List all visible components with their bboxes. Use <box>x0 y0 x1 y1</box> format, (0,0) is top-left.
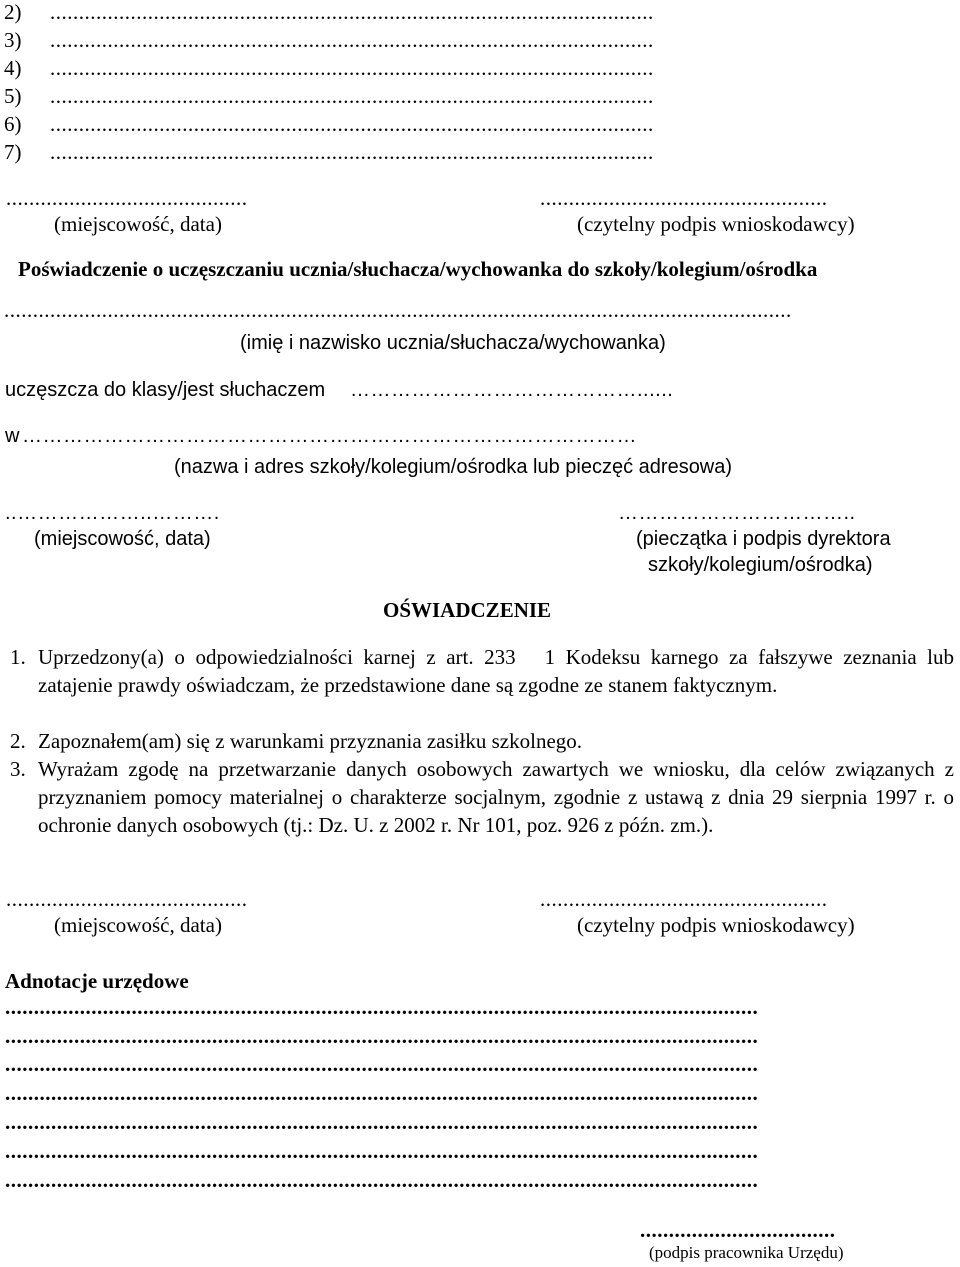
official-annotations-title: Adnotacje urzędowe <box>5 969 189 993</box>
school-fill-line: ……………………………………………………………………………… <box>22 425 637 447</box>
list-fill-line: ......................................................................................................... <box>50 140 654 164</box>
student-name-fill-line: ......................................................................................................................................... <box>4 298 792 322</box>
declaration-item-2: Zapoznałem(am) się z warunkami przyznania zasiłku szkolnego. <box>38 729 583 753</box>
official-signature-fill-line: .................................. <box>640 1218 836 1242</box>
list-fill-line: ......................................................................................................... <box>50 84 654 108</box>
list-number: 6) <box>4 112 22 136</box>
attestation-title: Poświadczenie o uczęszczaniu ucznia/słuchacza/wychowanka do szkoły/kolegium/ośrodka <box>18 257 818 281</box>
school-label: (nazwa i adres szkoły/kolegium/ośrodka lub pieczęć adresowa) <box>174 456 733 478</box>
item-number: 3. <box>10 757 26 781</box>
signature-label: (czytelny podpis wnioskodawcy) <box>577 913 855 937</box>
annotation-fill-line: ................................................................................................................................... <box>5 1081 759 1105</box>
item-number: 1. <box>10 645 26 669</box>
annotation-fill-line: ................................................................................................................................... <box>5 1110 759 1134</box>
stamp-label-line2: szkoły/kolegium/ośrodka) <box>648 554 873 576</box>
list-number: 4) <box>4 56 22 80</box>
list-fill-line: ......................................................................................................... <box>50 56 654 80</box>
stamp-label-line1: (pieczątka i podpis dyrektora <box>636 528 891 550</box>
declaration-item-1 <box>38 643 954 699</box>
place-date-label: (miejscowość, data) <box>54 913 222 937</box>
class-line-text: uczęszcza do klasy/jest słuchaczem <box>5 379 326 401</box>
declaration-item-1-text-a: Uprzedzony(a) o odpowiedzialności karnej z art. 233 <box>38 645 516 669</box>
declaration-item-1-text-b: 1 Kodeksu karnego za fałszywe zeznania lub zatajenie prawdy oświadczam, że przedstawione dane są zgodne ze stanem faktycznym. <box>38 645 955 697</box>
stamp-fill-line: …………………………….. <box>618 502 856 524</box>
annotation-fill-line: ................................................................................................................................... <box>5 995 759 1019</box>
annotation-fill-line: ................................................................................................................................... <box>5 1024 759 1048</box>
list-number: 7) <box>4 140 22 164</box>
list-number: 5) <box>4 84 22 108</box>
annotation-fill-line: ................................................................................................................................... <box>5 1168 759 1192</box>
student-name-label: (imię i nazwisko ucznia/słuchacza/wychowanka) <box>240 332 666 354</box>
list-number: 2) <box>4 0 22 24</box>
place-date-fill-line: ..………………..………. <box>5 502 220 524</box>
annotation-fill-line: ................................................................................................................................... <box>5 1139 759 1163</box>
declaration-title: OŚWIADCZENIE <box>383 598 552 622</box>
signature-fill-line: .................................................. <box>540 186 828 210</box>
list-fill-line: ......................................................................................................... <box>50 28 654 52</box>
place-date-fill-line: .......................................... <box>6 186 248 210</box>
place-date-fill-line: .......................................... <box>6 887 248 911</box>
signature-label: (czytelny podpis wnioskodawcy) <box>577 212 855 236</box>
item-number: 2. <box>10 729 26 753</box>
place-date-label: (miejscowość, data) <box>54 212 222 236</box>
signature-fill-line: .................................................. <box>540 887 828 911</box>
list-fill-line: ......................................................................................................... <box>50 0 654 24</box>
annotation-fill-line: ................................................................................................................................... <box>5 1052 759 1076</box>
official-signature-label: (podpis pracownika Urzędu) <box>649 1243 844 1262</box>
class-fill-line: ……………………………………...... <box>350 379 674 401</box>
place-date-label: (miejscowość, data) <box>34 528 211 550</box>
list-fill-line: ......................................................................................................... <box>50 112 654 136</box>
list-number: 3) <box>4 28 22 52</box>
school-line-prefix: w <box>5 425 20 447</box>
declaration-item-3: Wyrażam zgodę na przetwarzanie danych osobowych zawartych we wniosku, dla celów związanych z przyznaniem pomocy materialnej o charakterze socjalnym, zgodnie z ustawą z dnia 29 sierpnia 1997 r. o ochronie danych osobowych (tj.: Dz. U. z 2002 r. Nr 101, poz. 926 z późn. zm.). <box>38 757 954 837</box>
